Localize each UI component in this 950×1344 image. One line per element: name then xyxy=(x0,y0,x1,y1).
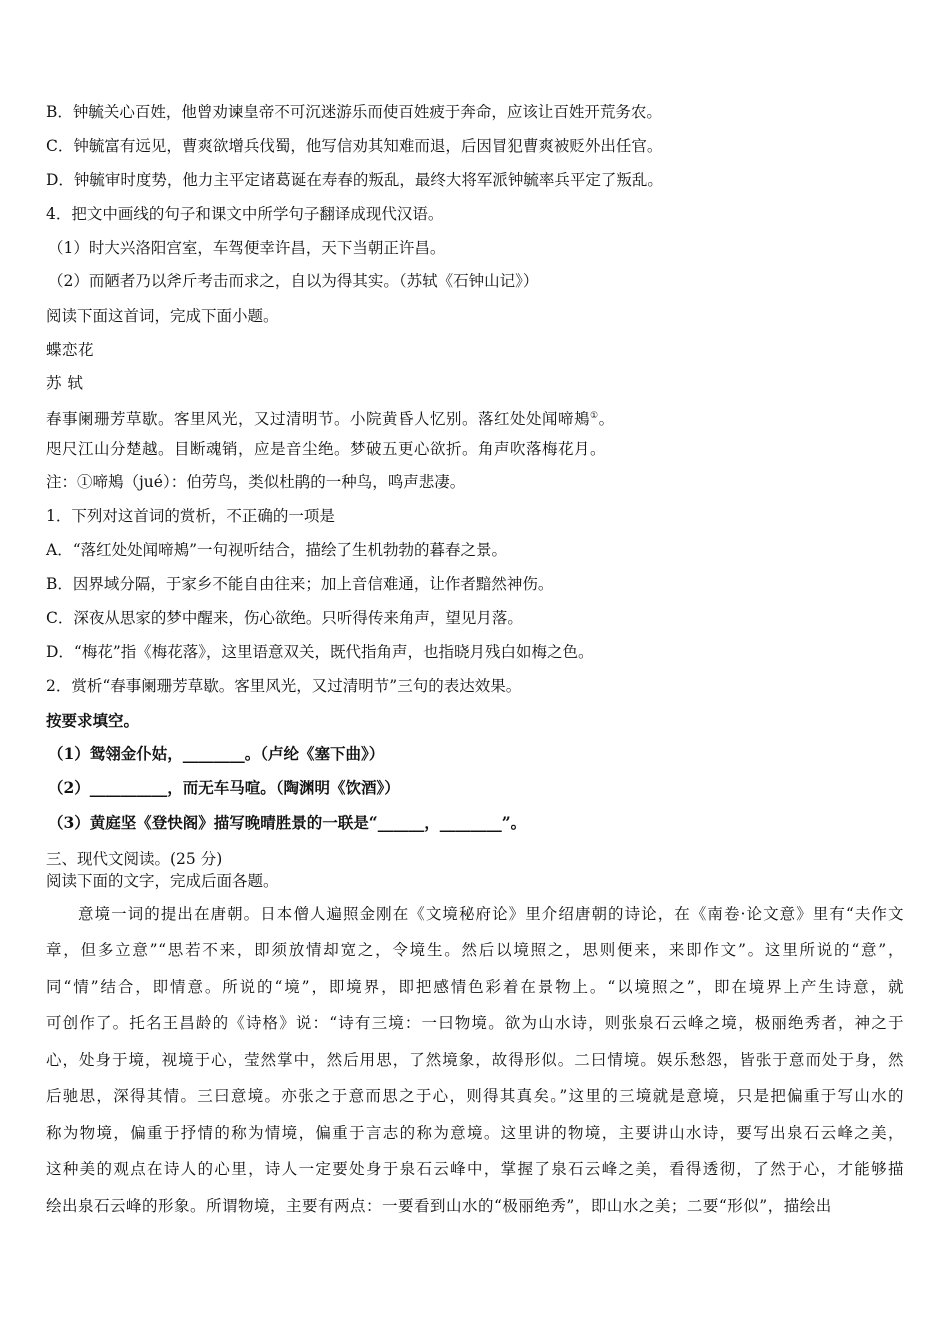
poem-line-1-end: 。 xyxy=(598,410,615,429)
fill-blank-item-2: （2）__________，而无车马喧。（陶渊明《饮酒》） xyxy=(48,778,400,797)
paragraph-line: 意境一词的提出在唐朝。日本僧人遍照金刚在《文境秘府论》里介绍唐朝的诗论，在《南卷·论文意》里有“夫作文 xyxy=(78,905,904,923)
paragraph-line: 称为物境，偏重于抒情的称为情境，偏重于言志的称为意境。这里讲的物境，主要讲山水诗，要写出泉石云峰之美， xyxy=(46,1124,904,1142)
fill-blank-item-1: （1）鸳翎金仆姑，________。（卢纶《塞下曲》） xyxy=(48,744,385,763)
section-3-heading: 三、现代文阅读。(25 分) xyxy=(46,850,223,868)
poem-question-1-stem: 1．下列对这首词的赏析，不正确的一项是 xyxy=(46,507,335,525)
paragraph-line: 心，处身于境，视境于心，莹然掌中，然后用思，了然境象，故得形似。二曰情境。娱乐愁怨，皆张于意而处于身，然 xyxy=(46,1051,904,1069)
poem-question-2: 2．赏析“春事阑珊芳草歇。客里风光，又过清明节”三句的表达效果。 xyxy=(46,677,522,695)
section-3-intro: 阅读下面的文字，完成后面各题。 xyxy=(46,872,279,890)
paragraph-line: 章，但多立意”“思若不来，即须放情却宽之，令境生。然后以境照之，思则便来，来即作文”。这里所说的“意”， xyxy=(46,941,904,959)
poem-author: 苏 轼 xyxy=(46,374,84,392)
poem-note: 注：①啼鴂（jué）：伯劳鸟，类似杜鹃的一种鸟，鸣声悲凄。 xyxy=(46,473,466,491)
paragraph-line: 后驰思，深得其情。三曰意境。亦张之于意而思之于心，则得其真矣。”这里的三境就是意境，只是把偏重于写山水的 xyxy=(46,1087,904,1105)
poem-line-1-text: 春事阑珊芳草歇。客里风光，又过清明节。小院黄昏人忆别。落红处处闻啼鴂 xyxy=(46,410,591,429)
footnote-mark: ① xyxy=(590,411,599,421)
fill-blank-title: 按要求填空。 xyxy=(46,711,140,730)
poem-option-d: D．“梅花”指《梅花落》，这里语意双关，既代指角声，也指晓月残白如梅之色。 xyxy=(46,643,594,661)
paragraph-line: 这种美的观点在诗人的心里，诗人一定要处身于泉石云峰中，掌握了泉石云峰之美，看得透彻，了然于心，才能够描 xyxy=(46,1160,904,1178)
option-b: B．钟毓关心百姓，他曾劝谏皇帝不可沉迷游乐而使百姓疲于奔命，应该让百姓开荒务农。 xyxy=(46,103,662,121)
poem-option-c: C．深夜从思家的梦中醒来，伤心欲绝。只听得传来角声，望见月落。 xyxy=(46,609,523,627)
fill-blank-item-3: （3）黄庭坚《登快阁》描写晚晴胜景的一联是“______，________”。 xyxy=(48,813,527,832)
poem-intro: 阅读下面这首词，完成下面小题。 xyxy=(46,307,279,325)
paragraph-line: 同“情”结合，即情意。所说的“境”，即境界，即把感情色彩着在景物上。“以境照之”，即在境界上产生诗意，就 xyxy=(46,978,904,996)
option-c: C．钟毓富有远见，曹爽欲增兵伐蜀，他写信劝其知难而退，后因冒犯曹爽被贬外出任官。 xyxy=(46,137,663,155)
poem-line-2: 咫尺江山分楚越。目断魂销，应是音尘绝。梦破五更心欲折。角声吹落梅花月。 xyxy=(46,440,607,458)
option-d: D．钟毓审时度势，他力主平定诸葛诞在寿春的叛乱，最终大将军派钟毓率兵平定了叛乱。 xyxy=(46,171,663,189)
poem-option-b: B．因界域分隔，于家乡不能自由往来；加上音信难通，让作者黯然神伤。 xyxy=(46,575,554,593)
paragraph-line: 绘出泉石云峰的形象。所谓物境，主要有两点：一要看到山水的“极丽绝秀”，即山水之美；二要“形似”，描绘出 xyxy=(46,1197,832,1215)
poem-option-a: A．“落红处处闻啼鴂”一句视听结合，描绘了生机勃勃的暮春之景。 xyxy=(46,541,508,559)
question-4-item-1: （1）时大兴洛阳宫室，车驾便幸许昌，天下当朝正许昌。 xyxy=(48,239,446,257)
question-4-item-2: （2）而陋者乃以斧斤考击而求之，自以为得其实。（苏轼《石钟山记》） xyxy=(48,272,539,290)
poem-line-1 xyxy=(46,406,615,429)
question-4-stem: 4．把文中画线的句子和课文中所学句子翻译成现代汉语。 xyxy=(46,205,444,223)
poem-title: 蝶恋花 xyxy=(46,341,95,359)
paragraph-line: 可创作了。托名王昌龄的《诗格》说：“诗有三境：一曰物境。欲为山水诗，则张泉石云峰之境，极丽绝秀者，神之于 xyxy=(46,1014,904,1032)
